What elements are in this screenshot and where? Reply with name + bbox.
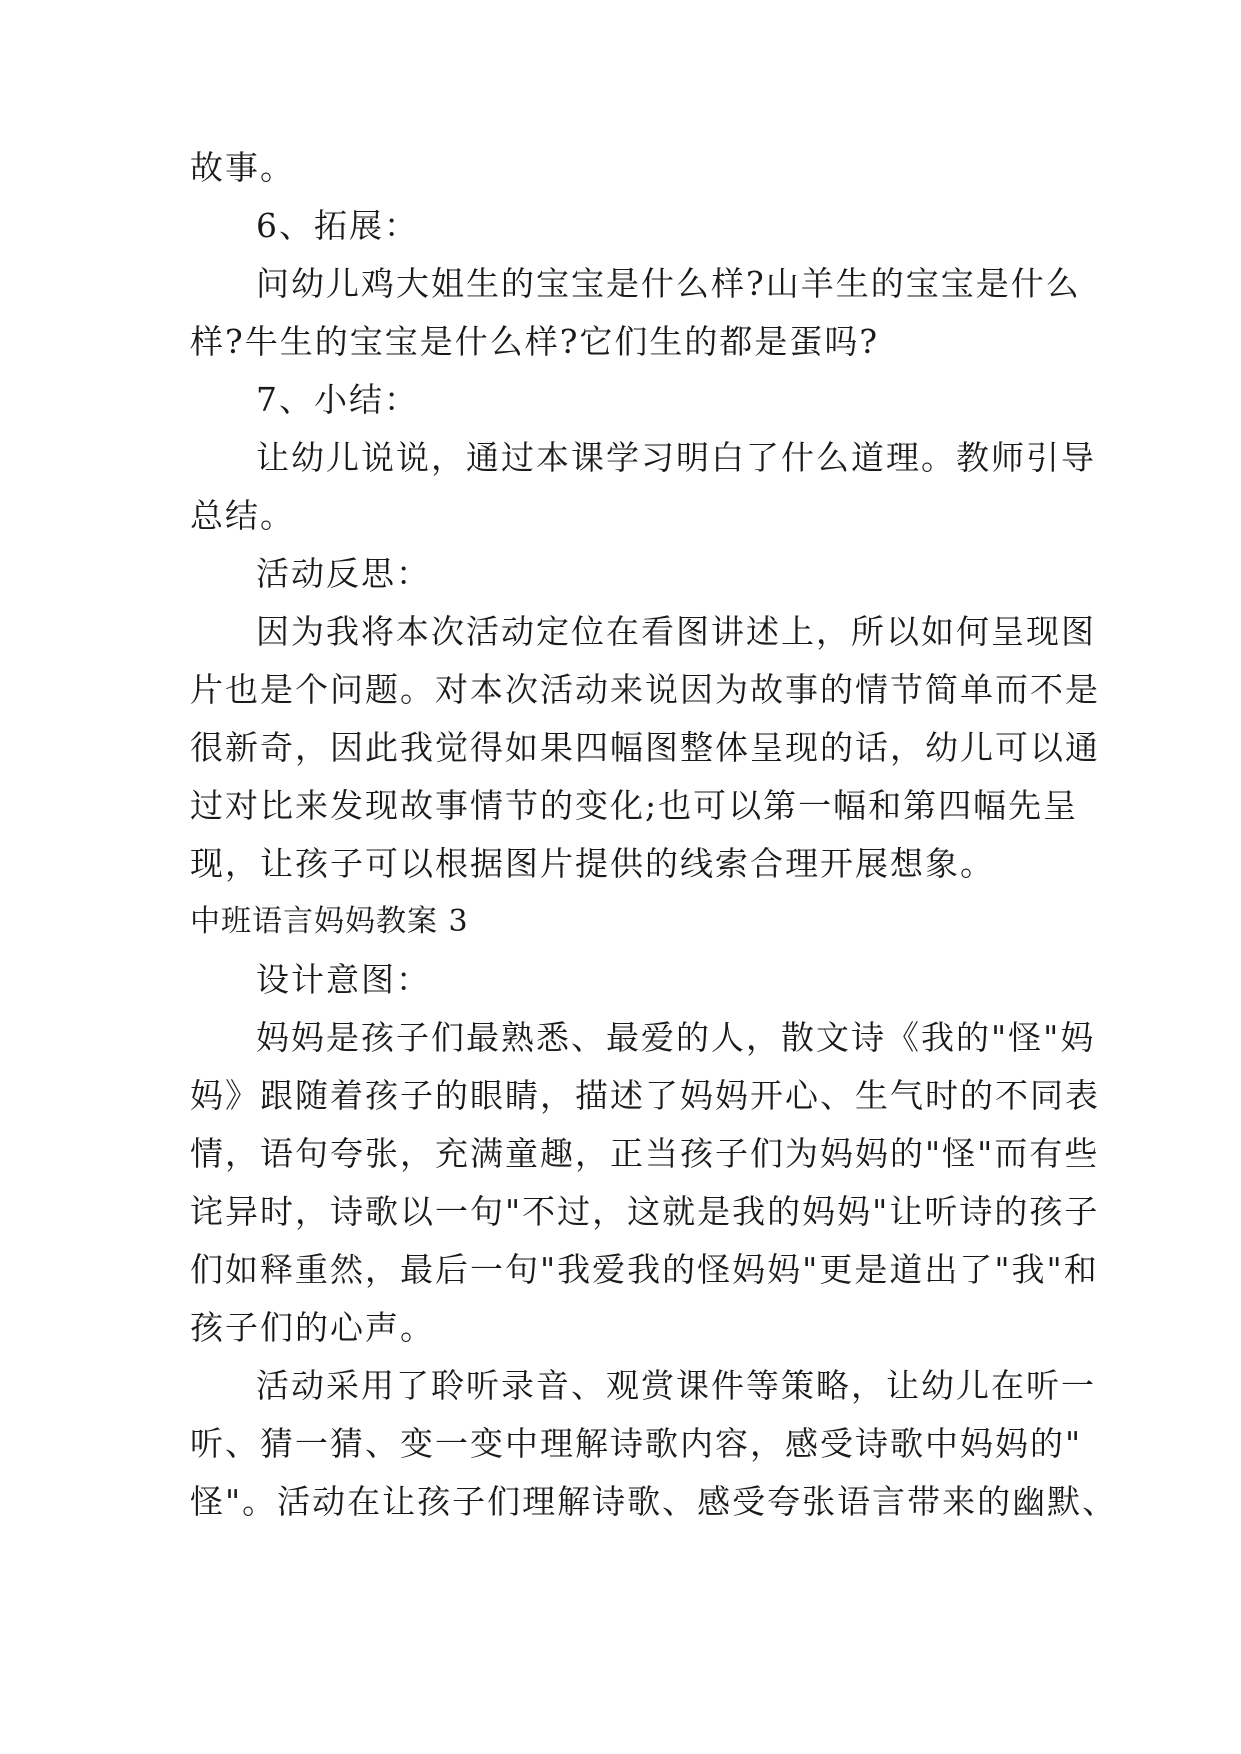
paragraph-line: 妈》跟随着孩子的眼睛，描述了妈妈开心、生气时的不同表: [190, 1076, 1100, 1115]
paragraph-line: 片也是个问题。对本次活动来说因为故事的情节简单而不是: [190, 670, 1100, 709]
paragraph-line: 因为我将本次活动定位在看图讲述上，所以如何呈现图: [256, 612, 1096, 651]
paragraph-line: 6、拓展：: [256, 206, 419, 245]
paragraph-line: 过对比来发现故事情节的变化;也可以第一幅和第四幅先呈: [190, 786, 1079, 825]
section-heading: 中班语言妈妈教案 3: [190, 904, 469, 939]
paragraph-line: 让幼儿说说，通过本课学习明白了什么道理。教师引导: [256, 438, 1096, 477]
paragraph-line: 样?牛生的宝宝是什么样?它们生的都是蛋吗?: [190, 322, 880, 361]
paragraph-line: 现，让孩子可以根据图片提供的线索合理开展想象。: [190, 844, 995, 883]
paragraph-line: 故事。: [190, 148, 295, 187]
paragraph-line: 听、猜一猜、变一变中理解诗歌内容，感受诗歌中妈妈的": [190, 1424, 1083, 1463]
paragraph-line: 诧异时，诗歌以一句"不过，这就是我的妈妈"让听诗的孩子: [190, 1192, 1100, 1231]
paragraph-line: 们如释重然，最后一句"我爱我的怪妈妈"更是道出了"我"和: [190, 1250, 1099, 1289]
paragraph-line: 总结。: [190, 496, 295, 535]
paragraph-line: 7、小结：: [256, 380, 419, 419]
paragraph-line: 问幼儿鸡大姐生的宝宝是什么样?山羊生的宝宝是什么: [256, 264, 1081, 303]
paragraph-line: 很新奇，因此我觉得如果四幅图整体呈现的话，幼儿可以通: [190, 728, 1100, 767]
paragraph-line: 活动采用了聆听录音、观赏课件等策略，让幼儿在听一: [256, 1366, 1096, 1405]
paragraph-line: 怪"。活动在让孩子们理解诗歌、感受夸张语言带来的幽默、: [190, 1482, 1118, 1521]
paragraph-line: 妈妈是孩子们最熟悉、最爱的人，散文诗《我的"怪"妈: [256, 1018, 1096, 1057]
paragraph-line: 情，语句夸张，充满童趣，正当孩子们为妈妈的"怪"而有些: [190, 1134, 1100, 1173]
paragraph-line: 设计意图：: [256, 960, 431, 999]
paragraph-line: 孩子们的心声。: [190, 1308, 435, 1347]
paragraph-line: 活动反思：: [256, 554, 431, 593]
